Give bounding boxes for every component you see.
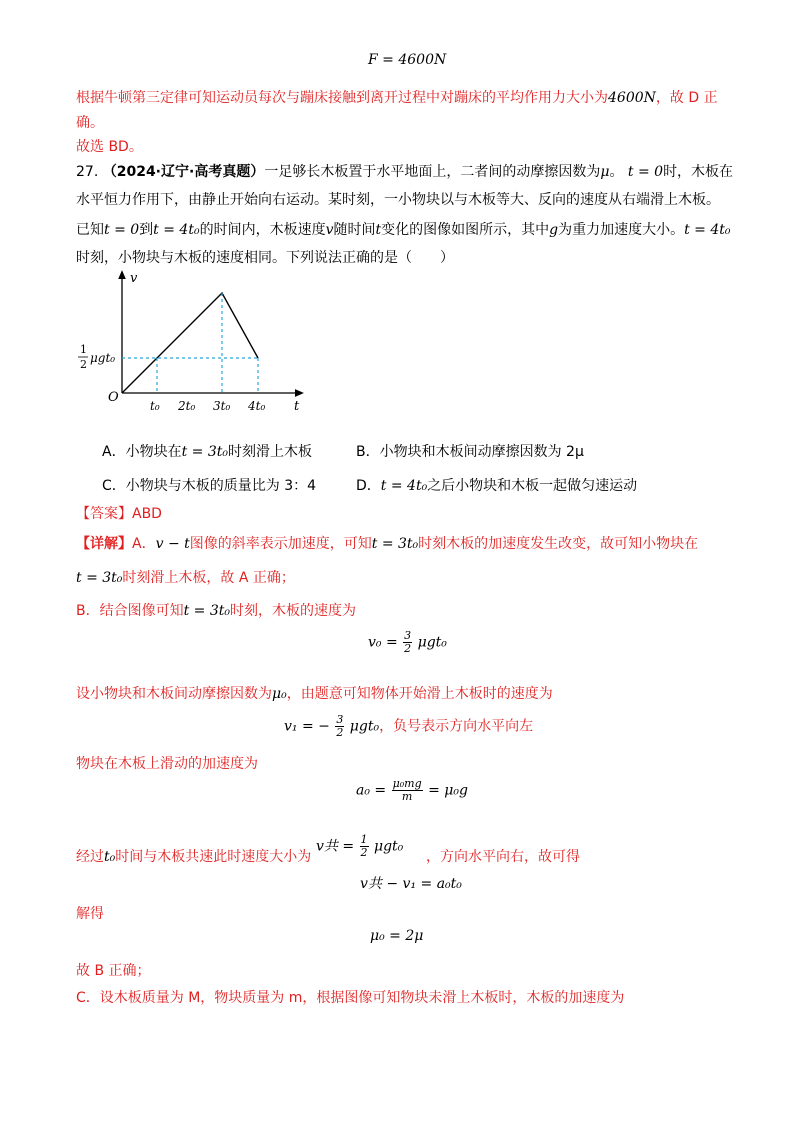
detail-b-line4: 经过t₀时间与木板共速此时速度大小为: [76, 849, 312, 865]
detail-a-line1: 【详解】A．v − t图像的斜率表示加速度，可知t = 3t₀时刻木板的加速度发生改变，故可知小物块在: [76, 536, 699, 552]
solve-label: 解得: [76, 906, 104, 922]
question-line-3: 已知t = 0到t = 4t₀的时间内，木板速度v随时间t变化的图像如图所示，其中g为重力加速度大小。t = 4t₀: [76, 222, 731, 238]
x-tick-3t0: 3t₀: [213, 399, 231, 413]
t-axis-label: t: [294, 399, 300, 414]
question-line-4: 时刻，小物块与木板的速度相同。下列说法正确的是（ ）: [76, 250, 454, 266]
detail-b-line1: B．结合图像可知t = 3t₀时刻，木板的速度为: [76, 603, 357, 619]
paragraph-newton-end: 确。: [76, 115, 104, 131]
detail-a-line2: t = 3t₀时刻滑上木板，故 A 正确；: [76, 570, 295, 586]
x-tick-2t0: 2t₀: [178, 399, 196, 413]
option-c: C．小物块与木板的质量比为 3：4: [102, 478, 317, 494]
origin-label: O: [108, 390, 119, 405]
equation-v-common: v共 = $\frac{1}{2}$ μgt₀: [316, 833, 404, 859]
b-correct: 故 B 正确；: [76, 963, 151, 979]
y-tick-label: μgt₀: [90, 351, 116, 365]
detail-c-line1: C．设木板质量为 M，物块质量为 m，根据图像可知物块未滑上木板时，木板的加速度为: [76, 990, 625, 1006]
question-line-1: 27. （2024·辽宁·高考真题）一足够长木板置于水平地面上，二者间的动摩擦因数为μ。 t = 0时，木板在: [76, 164, 734, 180]
option-b: B．小物块和木板间动摩擦因数为 2μ: [356, 444, 584, 460]
top-equation: F = 4600N: [368, 52, 447, 68]
detail-b-line3: 物块在木板上滑动的加速度为: [76, 756, 258, 772]
v-axis-label: v: [130, 271, 138, 286]
equation-v1: v₁ = − $\frac{3}{2}$ μgt₀，负号表示方向水平向左: [284, 713, 534, 739]
detail-b-line2: 设小物块和木板间动摩擦因数为μ₀，由题意可知物体开始滑上木板时的速度为: [76, 686, 553, 702]
x-tick-4t0: 4t₀: [248, 399, 266, 413]
answer: 【答案】ABD: [76, 506, 162, 522]
y-tick-den: 2: [80, 358, 87, 371]
question-line-2: 水平恒力作用下，由静止开始向右运动。某时刻，一小物块以与木板等大、反向的速度从右端滑上木板。: [76, 192, 720, 208]
detail-b-line4-end: ，方向水平向右，故可得: [426, 849, 580, 865]
velocity-time-graph: [72, 268, 312, 418]
y-tick-num: 1: [80, 343, 87, 356]
velocity-line: [122, 293, 258, 393]
equation-a0: a₀ = $\frac{\text{μ₀mg}}{m}$ = μ₀g: [356, 777, 468, 803]
equation-v0: v₀ = $\frac{3}{2}$ μgt₀: [368, 629, 447, 655]
option-d: D．t = 4t₀之后小物块和木板一起做匀速运动: [356, 478, 638, 494]
equation-mu0: μ₀ = 2μ: [370, 928, 424, 944]
choose-bd: 故选 BD。: [76, 139, 143, 155]
option-a: A．小物块在t = 3t₀时刻滑上木板: [102, 444, 312, 460]
x-tick-t0: t₀: [150, 399, 160, 413]
paragraph-newton: 根据牛顿第三定律可知运动员每次与蹦床接触到离开过程中对蹦床的平均作用力大小为4600N，故 D 正: [76, 90, 718, 106]
equation-diff: v共 − v₁ = a₀t₀: [360, 876, 462, 892]
